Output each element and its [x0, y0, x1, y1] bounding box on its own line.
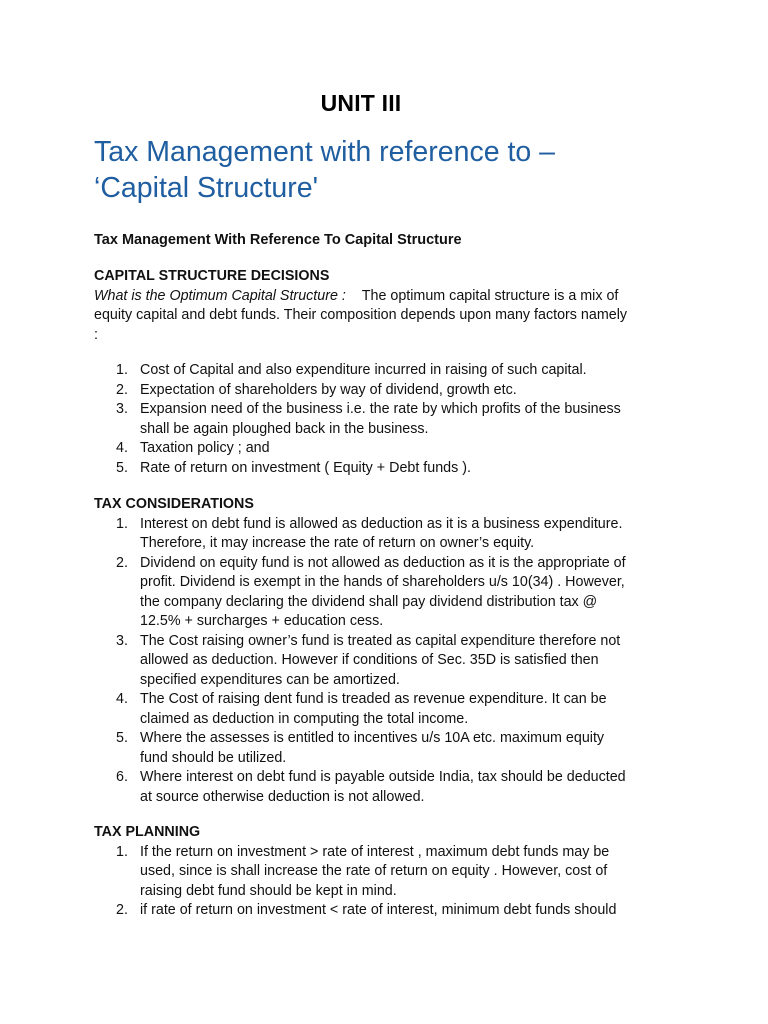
list-item-text: if rate of return on investment < rate of interest, minimum debt funds should [140, 902, 617, 918]
list-item-text: shall be again ploughed back in the business. [140, 420, 429, 437]
list-item [94, 381, 694, 401]
list-item [94, 459, 694, 479]
tax-planning-heading: TAX PLANNING [94, 824, 201, 840]
list-number: 3. [116, 632, 128, 649]
list-number: 4. [116, 691, 128, 707]
list-item-text: the company declaring the dividend shall pay dividend distribution tax @ [140, 593, 598, 610]
list-item-text: Cost of Capital and also expenditure incurred in raising of such capital. [140, 362, 587, 378]
list-number: 1. [116, 362, 128, 378]
list-item [94, 632, 694, 691]
list-item [94, 768, 694, 807]
list-item-text: Taxation policy ; and [140, 440, 270, 456]
list-item-text: fund should be utilized. [140, 749, 287, 766]
intro-answer-line-2: equity capital and debt funds. Their composition depends upon many factors namely [94, 307, 628, 323]
list-item [94, 690, 694, 729]
list-number: 6. [116, 769, 128, 785]
list-item-text: specified expenditures can be amortized. [140, 671, 400, 688]
list-number: 1. [116, 515, 128, 532]
document-body [94, 230, 694, 921]
section-subheading: Tax Management With Reference To Capital Structure [94, 232, 462, 248]
main-heading-line-1: Tax Management with reference to – [94, 136, 555, 168]
list-number: 2. [116, 902, 128, 918]
list-number: 2. [116, 381, 128, 398]
list-item-text: Where the assesses is entitled to incentives u/s 10A etc. maximum equity [140, 730, 605, 746]
list-item-text: claimed as deduction in computing the total income. [140, 710, 469, 727]
list-item-text: Where interest on debt fund is payable outside India, tax should be deducted [140, 769, 626, 785]
intro-answer-line-1: The optimum capital structure is a mix of [361, 287, 619, 304]
list-number: 1. [116, 843, 128, 860]
list-item [94, 901, 694, 921]
list-number: 5. [116, 459, 128, 476]
list-item [94, 400, 694, 439]
intro-answer-line-3: : [94, 326, 98, 343]
unit-title: UNIT III [320, 90, 402, 116]
main-heading [94, 134, 714, 206]
list-item-text: profit. Dividend is exempt in the hands of shareholders u/s 10(34) . However, [140, 574, 625, 590]
tax-considerations-list [94, 515, 694, 808]
list-item-text: allowed as deduction. However if conditions of Sec. 35D is satisfied then [140, 652, 599, 668]
intro-paragraph [94, 287, 694, 346]
list-number: 5. [116, 730, 128, 746]
list-item [94, 729, 694, 768]
list-item-text: 12.5% + surcharges + education cess. [140, 613, 384, 629]
intro-question: What is the Optimum Capital Structure : [94, 287, 346, 304]
main-heading-line-2: ‘Capital Structure' [94, 172, 319, 204]
list-item [94, 554, 694, 632]
list-number: 4. [116, 440, 128, 456]
list-item-text: raising debt fund should be kept in mind. [140, 882, 397, 899]
list-item-text: Interest on debt fund is allowed as deduction as it is a business expenditure. [140, 515, 623, 532]
list-item-text: Expansion need of the business i.e. the rate by which profits of the business [140, 401, 621, 417]
list-item-text: used, since is shall increase the rate of return on equity . However, cost of [140, 863, 608, 879]
list-item [94, 439, 694, 459]
factors-list [94, 361, 694, 478]
tax-considerations-heading: TAX CONSIDERATIONS [94, 496, 254, 512]
list-item [94, 515, 694, 554]
tax-planning-list [94, 843, 694, 921]
list-item-text: The Cost raising owner’s fund is treated as capital expenditure therefore not [140, 632, 621, 649]
list-item-text: Dividend on equity fund is not allowed as deduction as it is the appropriate of [140, 554, 626, 571]
list-item [94, 843, 694, 902]
list-number: 3. [116, 401, 128, 417]
list-item-text: The Cost of raising dent fund is treaded as revenue expenditure. It can be [140, 691, 607, 707]
capital-structure-heading: CAPITAL STRUCTURE DECISIONS [94, 268, 330, 284]
list-item-text: Rate of return on investment ( Equity + Debt funds ). [140, 459, 471, 476]
list-item-text: Therefore, it may increase the rate of return on owner’s equity. [140, 535, 535, 551]
list-item-text: at source otherwise deduction is not allowed. [140, 788, 425, 805]
list-item-text: If the return on investment > rate of interest , maximum debt funds may be [140, 843, 610, 860]
list-item [94, 361, 694, 381]
list-item-text: Expectation of shareholders by way of dividend, growth etc. [140, 381, 517, 398]
list-number: 2. [116, 554, 128, 571]
